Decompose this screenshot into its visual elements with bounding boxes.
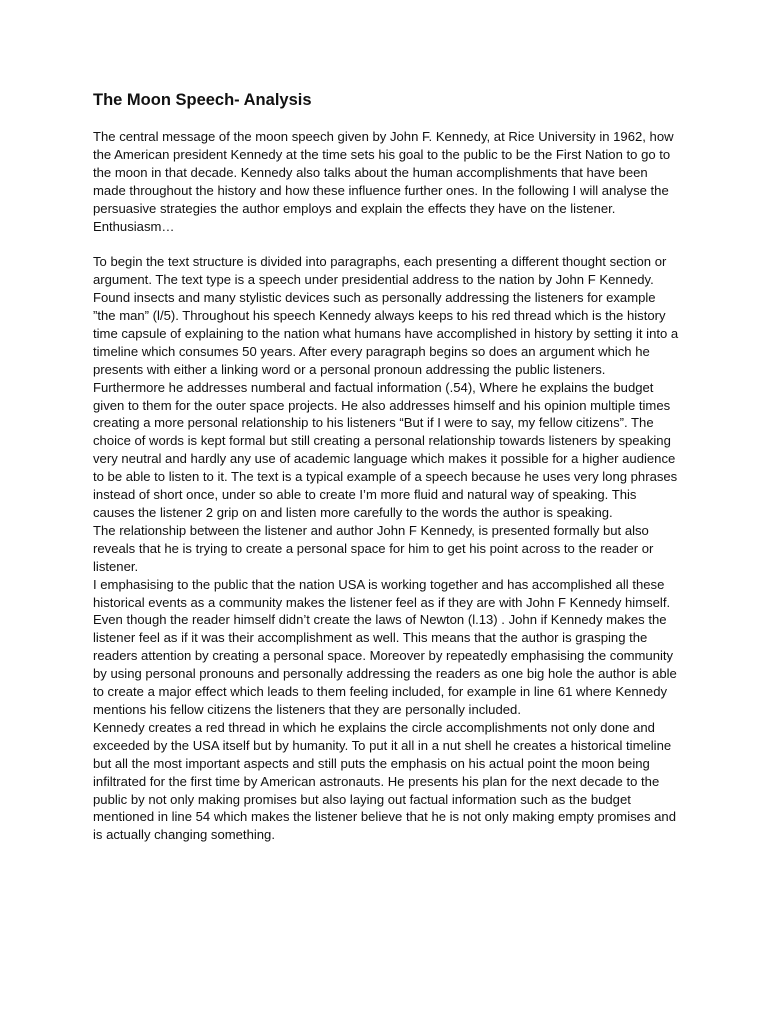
paragraph-stylistic-devices: Found insects and many stylistic devices such as personally addressing the listeners for example ”the man” (l/5). Throughout his speech Kennedy always keeps to his red thread which is the history time capsule of explaining to the nation what humans have accomplished in history by setting it into a timeline which consumes 50 years. After every paragraph begins so does an argument which he presents with either a linking word or a personal pronoun addressing the public listeners. Furthermore he addresses numberal and factual information (.54), Where he explains the budget given to them for the outer space projects. He also addresses himself and his opinion multiple times creating a more personal relationship to his listeners “But if I were to say, my fellow citizens”. The choice of words is kept formal but still creating a personal relationship towards listeners by speaking very neutral and hardly any use of academic language which makes it possible for a higher audience to be able to listen to it. The text is a typical example of a speech because he uses very long phrases instead of short once, under so able to create I’m more fluid and natural way of speaking. This causes the listener 2 grip on and listen more carefully to the words the author is speaking. [93, 290, 679, 521]
paragraph-structure: To begin the text structure is divided into paragraphs, each presenting a different thought section or argument. The text type is a speech under presidential address to the nation by John F Kennedy. [93, 254, 667, 288]
document-title: The Moon Speech- Analysis [93, 91, 312, 109]
paragraph-red-thread: Kennedy creates a red thread in which he explains the circle accomplishments not only done and exceeded by the USA itself but by humanity. To put it all in a nut shell he creates a historical timeline but all the most important aspects and still puts the emphasis on his actual point the moon being infiltrated for the first time by American astronauts. He presents his plan for the next decade to the public by not only making promises but also laying out factual information such as the budget mentioned in line 54 which makes the listener believe that he is not only making empty promises and is actually changing something. [93, 719, 676, 843]
document-page [93, 88, 681, 844]
paragraph-intro: The central message of the moon speech given by John F. Kennedy, at Rice University in 1962, how the American president Kennedy at the time sets his goal to the public to be the First Nation to go to the moon in that decade. Kennedy also talks about the human accomplishments that have been made throughout the history and how these influence further ones. In the following I will analyse the persuasive strategies the author employs and explain the effects they have on the listener. Enthusiasm… [93, 129, 674, 234]
paragraph-relationship: The relationship between the listener and author John F Kennedy, is presented formally but also reveals that he is trying to create a personal space for him to get his point across to the reader or listener. [93, 522, 654, 574]
paragraph-community: I emphasising to the public that the nation USA is working together and has accomplished all these historical events as a community makes the listener feel as if they are with John F Kennedy himself. Even though the reader himself didn’t create the laws of Newton (l.13) . John if Kennedy makes the listener feel as if it was their accomplishment as well. This means that the author is grasping the readers attention by creating a personal space. Moreover by repeatedly emphasising the community by using personal pronouns and personally addressing the readers as one big hole the author is able to create a major effect which leads to them feeling included, for example in line 61 where Kennedy mentions his fellow citizens the listeners that they are personally included. [93, 576, 677, 717]
paragraph-gap [93, 235, 681, 253]
